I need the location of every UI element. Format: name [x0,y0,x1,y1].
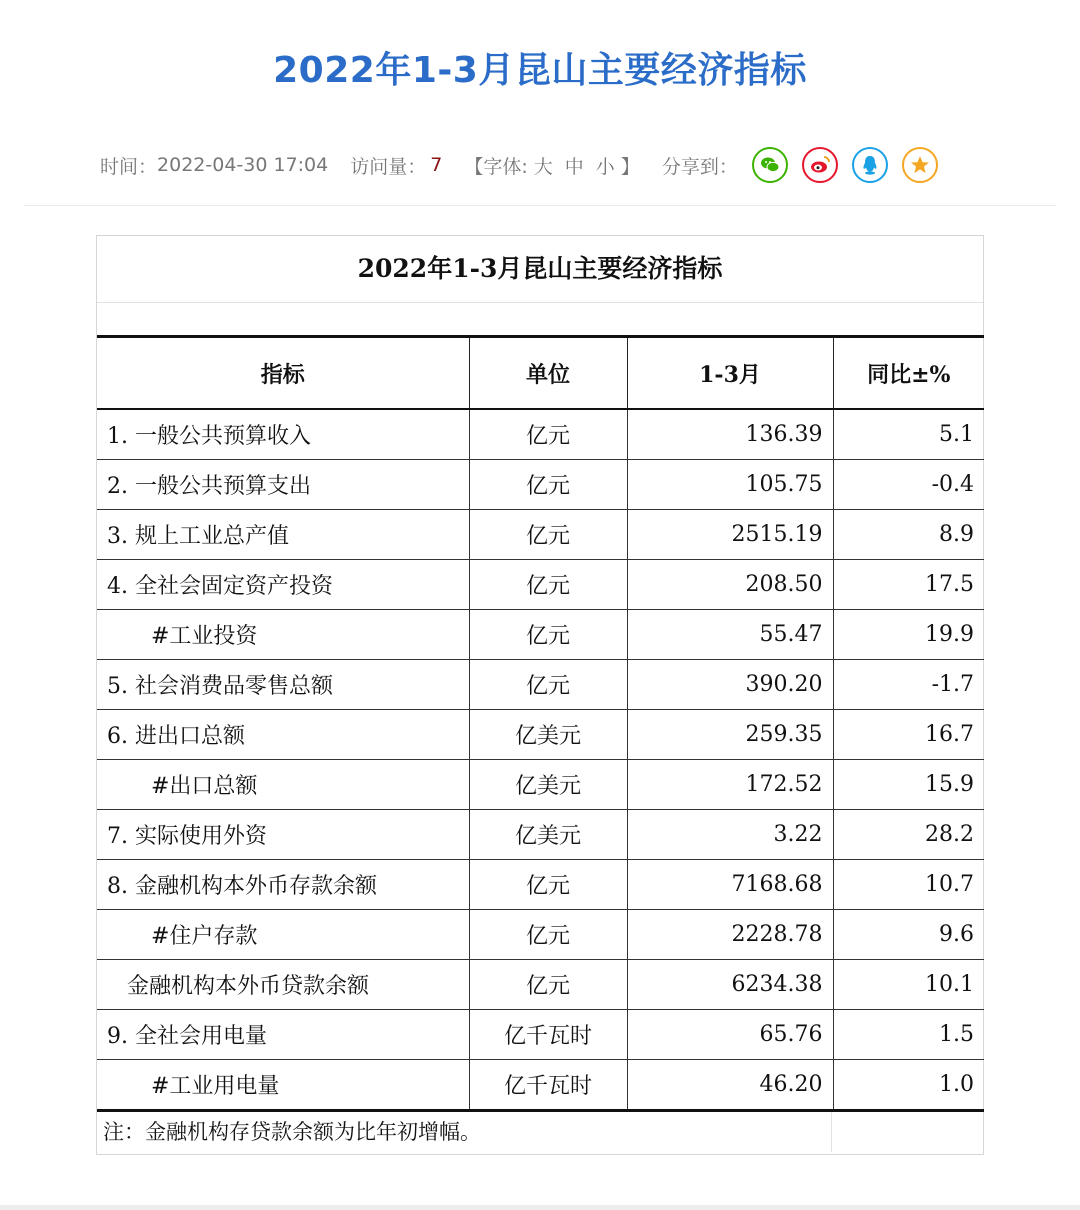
value-cell: 172.52 [627,760,833,810]
indicator-name: 1. 一般公共预算收入 [97,409,469,460]
indicator-name: #出口总额 [97,760,469,810]
unit-cell: 亿元 [469,409,627,460]
value-cell: 390.20 [627,660,833,710]
time-value: 2022-04-30 17:04 [157,154,329,176]
indicator-name: #工业用电量 [97,1060,469,1111]
unit-cell: 亿元 [469,460,627,510]
divider [24,205,1056,206]
yoy-cell: 10.1 [833,960,984,1010]
indicator-name: 金融机构本外币贷款余额 [97,960,469,1010]
value-cell: 46.20 [627,1060,833,1111]
table-row [97,960,984,1010]
yoy-cell: 15.9 [833,760,984,810]
unit-cell: 亿美元 [469,760,627,810]
unit-cell: 亿千瓦时 [469,1060,627,1111]
note-row [97,1112,983,1152]
indicator-document [96,235,984,1155]
share-qq-button[interactable] [852,147,888,183]
share-favorite-button[interactable] [902,147,938,183]
table-row [97,510,984,560]
unit-cell: 亿美元 [469,710,627,760]
font-size-prefix: 【字体: [464,155,528,178]
indicator-name: 4. 全社会固定资产投资 [97,560,469,610]
table-header-row [97,337,984,410]
yoy-cell: -0.4 [833,460,984,510]
article-meta [100,148,938,182]
yoy-cell: 9.6 [833,910,984,960]
yoy-cell: -1.7 [833,660,984,710]
value-cell: 65.76 [627,1010,833,1060]
header-yoy: 同比±% [833,337,984,410]
table-row [97,610,984,660]
value-cell: 2515.19 [627,510,833,560]
yoy-cell: 28.2 [833,810,984,860]
table-row [97,1010,984,1060]
star-icon [909,154,931,176]
table-row [97,460,984,510]
value-cell: 136.39 [627,409,833,460]
unit-cell: 亿元 [469,560,627,610]
indicator-name: 9. 全社会用电量 [97,1010,469,1060]
value-cell: 3.22 [627,810,833,860]
header-indicator: 指标 [97,337,469,410]
unit-cell: 亿元 [469,860,627,910]
yoy-cell: 10.7 [833,860,984,910]
indicator-name: 5. 社会消费品零售总额 [97,660,469,710]
table-row [97,860,984,910]
yoy-cell: 17.5 [833,560,984,610]
yoy-cell: 1.0 [833,1060,984,1111]
table-row [97,760,984,810]
value-cell: 208.50 [627,560,833,610]
font-size-suffix: 】 [620,155,640,178]
qq-icon [858,153,882,177]
table-row [97,660,984,710]
share-wechat-button[interactable] [752,147,788,183]
unit-cell: 亿元 [469,510,627,560]
document-title: 2022年1-3月昆山主要经济指标 [97,236,983,303]
font-medium-button[interactable]: 中 [564,155,584,178]
value-cell: 55.47 [627,610,833,660]
blank-row [97,303,983,335]
indicator-name: #住户存款 [97,910,469,960]
time-label: 时间： [100,155,158,178]
header-period: 1-3月 [627,337,833,410]
yoy-cell: 1.5 [833,1010,984,1060]
unit-cell: 亿元 [469,610,627,660]
indicator-name: 8. 金融机构本外币存款余额 [97,860,469,910]
share-weibo-button[interactable] [802,147,838,183]
indicator-name: 7. 实际使用外资 [97,810,469,860]
indicator-name: 3. 规上工业总产值 [97,510,469,560]
indicator-table [97,335,984,1112]
font-small-button[interactable]: 小 [595,155,615,178]
table-row [97,910,984,960]
unit-cell: 亿美元 [469,810,627,860]
yoy-cell: 19.9 [833,610,984,660]
value-cell: 2228.78 [627,910,833,960]
indicator-name: #工业投资 [97,610,469,660]
table-row [97,409,984,460]
header-unit: 单位 [469,337,627,410]
wechat-icon [758,153,782,177]
indicator-name: 6. 进出口总额 [97,710,469,760]
yoy-cell: 8.9 [833,510,984,560]
table-row [97,560,984,610]
share-label: 分享到： [661,155,738,178]
table-row [97,1060,984,1111]
value-cell: 7168.68 [627,860,833,910]
views-label: 访问量： [350,155,427,178]
unit-cell: 亿元 [469,660,627,710]
font-large-button[interactable]: 大 [533,155,553,178]
unit-cell: 亿元 [469,910,627,960]
page-title: 2022年1-3月昆山主要经济指标 [273,50,807,91]
indicator-name: 2. 一般公共预算支出 [97,460,469,510]
views-count: 7 [430,154,443,176]
table-row [97,710,984,760]
yoy-cell: 5.1 [833,409,984,460]
value-cell: 6234.38 [627,960,833,1010]
unit-cell: 亿元 [469,960,627,1010]
value-cell: 105.75 [627,460,833,510]
table-row [97,810,984,860]
table-note: 注：金融机构存贷款余额为比年初增幅。 [103,1120,481,1144]
weibo-icon [808,153,832,177]
yoy-cell: 16.7 [833,710,984,760]
unit-cell: 亿千瓦时 [469,1010,627,1060]
value-cell: 259.35 [627,710,833,760]
